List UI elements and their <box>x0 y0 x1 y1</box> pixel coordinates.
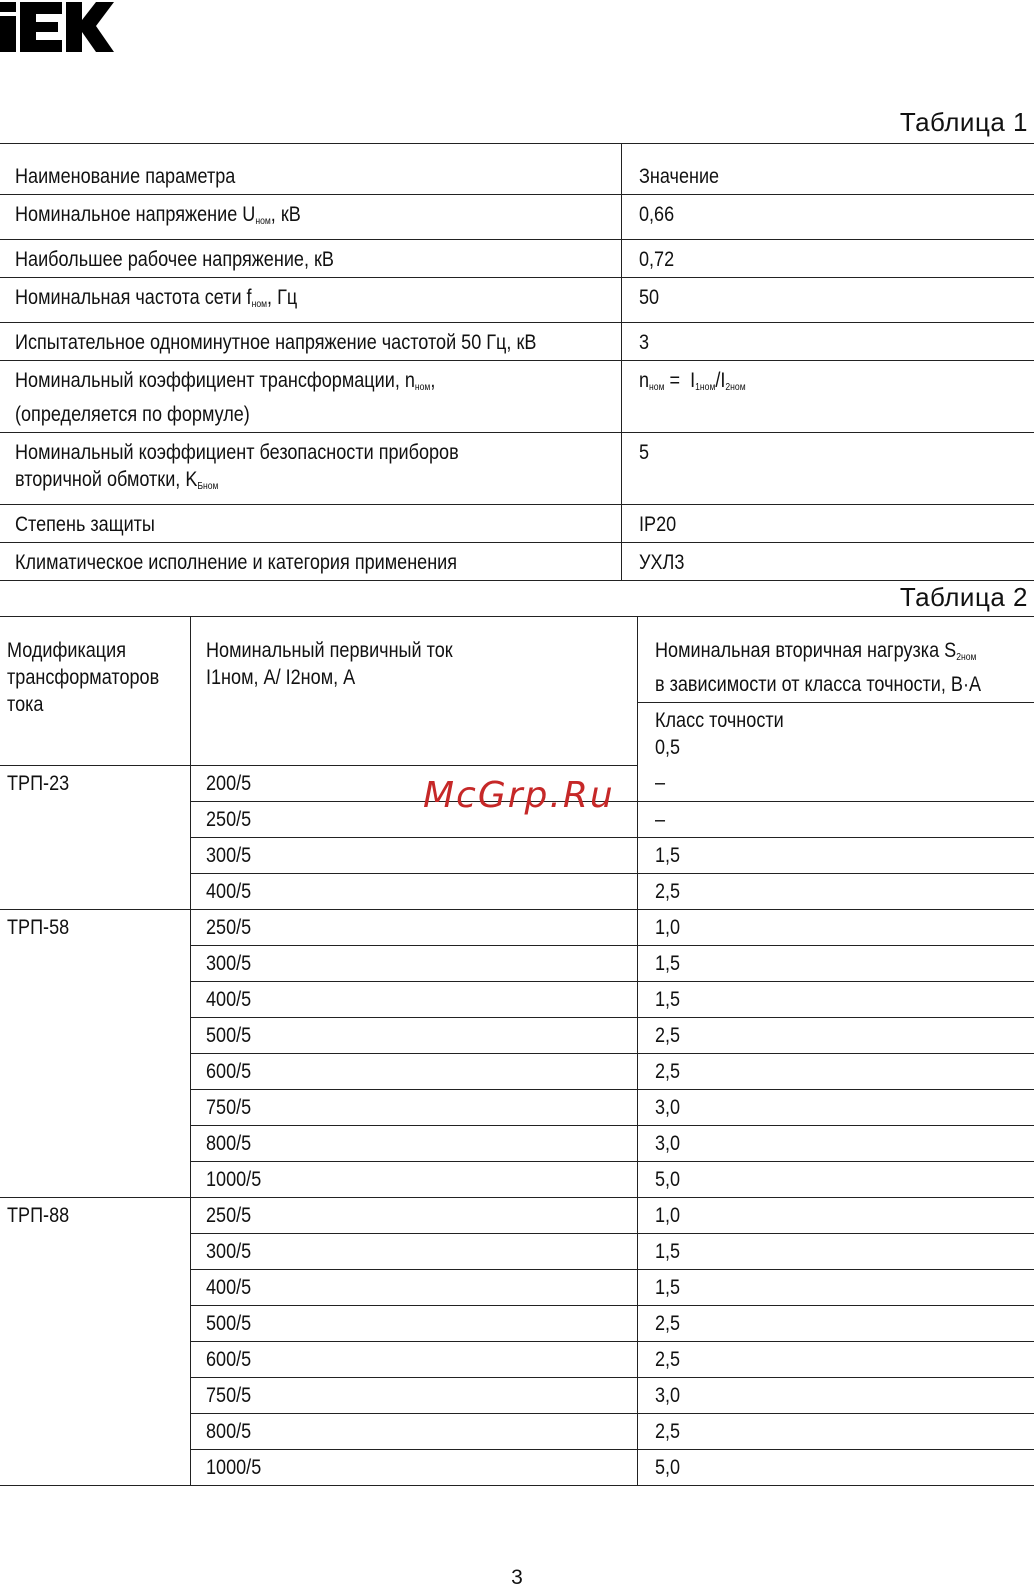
formula-value: $n_{ном} = I_{1ном}/I_{2ном}$ <box>639 369 746 393</box>
secondary-load: 2,5 <box>654 1419 681 1443</box>
primary-current: 800/5 <box>206 1419 252 1443</box>
secondary-load: 1,5 <box>654 1239 681 1263</box>
primary-current: 800/5 <box>206 1131 252 1155</box>
model-name: ТРП-58 <box>7 915 70 939</box>
primary-current: 200/5 <box>206 771 252 795</box>
watermark: McGrp.Ru <box>423 775 615 816</box>
secondary-load: 1,5 <box>654 987 681 1011</box>
current-header: Номинальный первичный ток I1ном, А/ I2ном, А <box>206 639 453 689</box>
table-row <box>0 909 1034 945</box>
table-row <box>0 361 1034 433</box>
param-label: Наибольшее рабочее напряжение, кВ <box>15 248 334 271</box>
primary-current: 1000/5 <box>206 1455 262 1479</box>
primary-current: 750/5 <box>206 1095 252 1119</box>
page-number: 3 <box>511 1566 523 1589</box>
table-row <box>0 278 1034 323</box>
param-value: 5 <box>639 441 650 464</box>
param-label: Номинальное напряжение $U_{ном}$, кВ <box>15 203 301 227</box>
table-header-row <box>0 617 1034 703</box>
primary-current: 250/5 <box>206 807 252 831</box>
table-row <box>0 433 1034 505</box>
secondary-load: 3,0 <box>654 1131 681 1155</box>
param-value: 50 <box>639 286 660 309</box>
table-row <box>0 240 1034 278</box>
primary-current: 600/5 <box>206 1347 252 1371</box>
param-label: Номинальная частота сети $f_{ном}$, Гц <box>15 286 298 310</box>
table2-caption: Таблица 2 <box>899 582 1028 612</box>
param-label: Климатическое исполнение и категория применения <box>15 551 458 574</box>
table-row <box>0 1197 1034 1233</box>
param-value: 0,66 <box>639 203 675 226</box>
class-header: Класс точности 0,5 <box>654 709 784 759</box>
load-table-body <box>0 765 1034 1485</box>
secondary-load: 1,0 <box>654 915 681 939</box>
secondary-load: – <box>654 771 665 794</box>
secondary-load: 2,5 <box>654 1059 681 1083</box>
param-header: Наименование параметра <box>15 165 236 188</box>
primary-current: 300/5 <box>206 1239 252 1263</box>
table1-caption: Таблица 1 <box>899 107 1028 137</box>
secondary-load: 5,0 <box>654 1167 681 1191</box>
primary-current: 300/5 <box>206 843 252 867</box>
table-row <box>0 195 1034 240</box>
model-name: ТРП-88 <box>7 1203 70 1227</box>
primary-current: 600/5 <box>206 1059 252 1083</box>
secondary-load: 1,5 <box>654 951 681 975</box>
table-row <box>0 505 1034 543</box>
secondary-load: 2,5 <box>654 1347 681 1371</box>
iek-logo <box>0 0 115 56</box>
load-table <box>0 616 1034 1486</box>
primary-current: 400/5 <box>206 879 252 903</box>
table-row <box>0 323 1034 361</box>
primary-current: 500/5 <box>206 1311 252 1335</box>
secondary-load: 1,0 <box>654 1203 681 1227</box>
secondary-load: – <box>654 807 665 831</box>
primary-current: 400/5 <box>206 987 252 1011</box>
primary-current: 250/5 <box>206 1203 252 1227</box>
table-header-row <box>0 144 1034 195</box>
secondary-load: 1,5 <box>654 843 681 867</box>
param-value: 0,72 <box>639 248 675 271</box>
param-value: 3 <box>639 331 650 354</box>
param-label: Степень защиты <box>15 513 155 536</box>
param-value: УХЛ3 <box>639 551 685 574</box>
primary-current: 250/5 <box>206 915 252 939</box>
secondary-load: 5,0 <box>654 1455 681 1479</box>
secondary-load: 2,5 <box>654 1311 681 1335</box>
primary-current: 400/5 <box>206 1275 252 1299</box>
model-header: Модификация трансформаторов тока <box>7 639 160 716</box>
secondary-load: 3,0 <box>654 1095 681 1119</box>
param-label: Испытательное одноминутное напряжение частотой 50 Гц, кВ <box>15 331 537 354</box>
primary-current: 500/5 <box>206 1023 252 1047</box>
value-header: Значение <box>639 165 720 188</box>
secondary-load: 1,5 <box>654 1275 681 1299</box>
secondary-load: 2,5 <box>654 1023 681 1047</box>
table-row <box>0 543 1034 581</box>
secondary-load: 3,0 <box>654 1383 681 1407</box>
primary-current: 1000/5 <box>206 1167 262 1191</box>
primary-current: 300/5 <box>206 951 252 975</box>
load-header: Номинальная вторичная нагрузка $S_{2ном}$ в зависимости от класса точности, В·А <box>654 639 981 696</box>
parameters-table <box>0 143 1034 581</box>
param-label: Номинальный коэффициент безопасности приборов вторичной обмотки, $K_{Бном}$ <box>15 441 459 492</box>
param-label: Номинальный коэффициент трансформации, $n_{ном}$, (определяется по формуле) <box>15 369 436 426</box>
model-name: ТРП-23 <box>7 771 70 795</box>
param-value: IP20 <box>639 513 677 536</box>
primary-current: 750/5 <box>206 1383 252 1407</box>
secondary-load: 2,5 <box>654 879 681 903</box>
